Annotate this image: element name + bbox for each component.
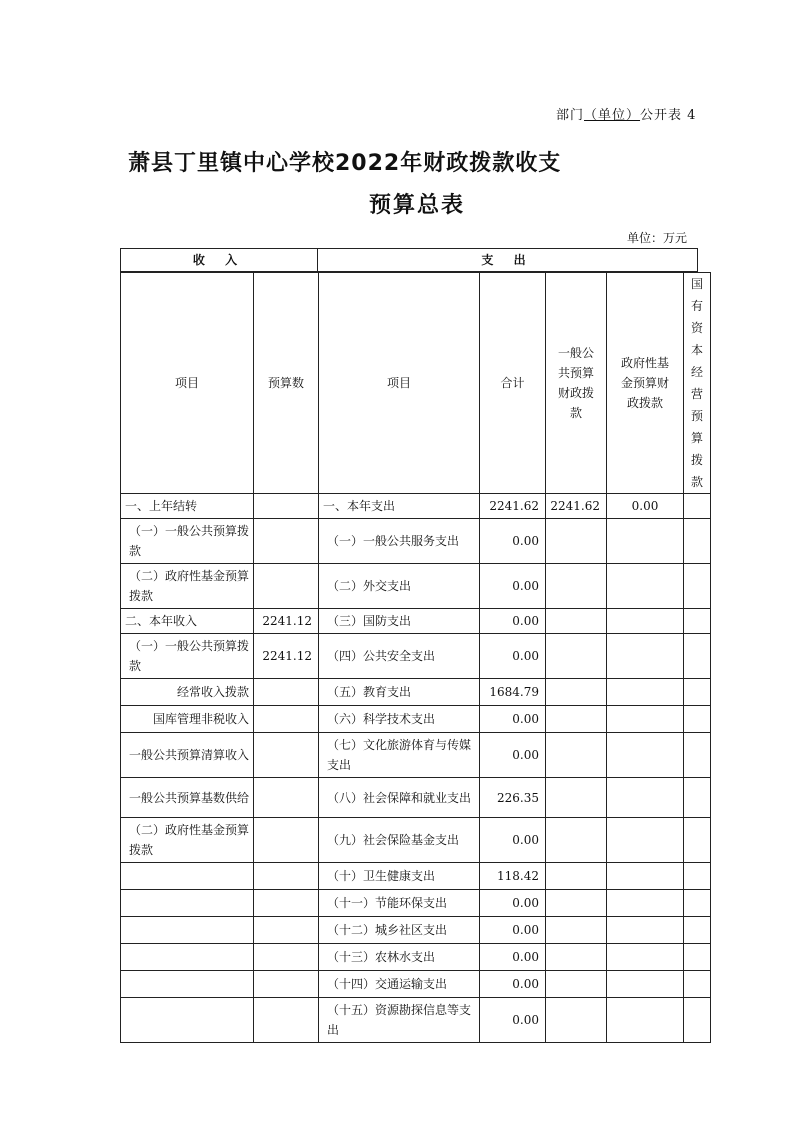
table-row xyxy=(121,778,711,818)
income-item-cell: 二、本年收入 xyxy=(121,609,254,634)
gov-fund-cell xyxy=(607,917,684,944)
table-row xyxy=(121,863,711,890)
state-capital-cell xyxy=(684,564,711,609)
col-header-gov-fund: 政府性基金预算财政拨款 xyxy=(620,356,669,410)
expense-item-cell: （二）外交支出 xyxy=(319,564,480,609)
col-header-state-capital: 国有资本经营预算拨款 xyxy=(691,277,704,489)
expense-total-cell: 118.42 xyxy=(480,863,546,890)
gov-fund-cell: 0.00 xyxy=(607,494,684,519)
expense-total-cell: 0.00 xyxy=(480,564,546,609)
income-item-cell: （二）政府性基金预算拨款 xyxy=(121,564,254,609)
gov-fund-cell xyxy=(607,733,684,778)
general-budget-cell xyxy=(546,679,607,706)
income-item-cell xyxy=(121,944,254,971)
table-row xyxy=(121,890,711,917)
income-item-cell xyxy=(121,971,254,998)
general-budget-cell xyxy=(546,917,607,944)
code-prefix: 部门 xyxy=(556,108,585,123)
income-budget-cell xyxy=(254,971,319,998)
general-budget-cell xyxy=(546,519,607,564)
income-item-cell: 国库管理非税收入 xyxy=(121,706,254,733)
income-budget-cell xyxy=(254,778,319,818)
expense-total-cell: 0.00 xyxy=(480,998,546,1043)
table-row xyxy=(121,818,711,863)
expense-total-cell: 0.00 xyxy=(480,818,546,863)
col-header-general: 一般公共预算财政拨款 xyxy=(557,346,594,420)
expense-total-cell: 0.00 xyxy=(480,944,546,971)
gov-fund-cell xyxy=(607,998,684,1043)
income-budget-cell xyxy=(254,706,319,733)
col-header-total: 合计 xyxy=(480,273,546,494)
table-row xyxy=(121,733,711,778)
code-unit: （单位） xyxy=(584,108,641,123)
expense-total-cell: 0.00 xyxy=(480,733,546,778)
expense-item-cell: （十五）资源勘探信息等支出 xyxy=(319,998,480,1043)
expense-total-cell: 0.00 xyxy=(480,971,546,998)
income-budget-cell xyxy=(254,519,319,564)
income-budget-cell xyxy=(254,917,319,944)
table-row xyxy=(121,706,711,733)
gov-fund-cell xyxy=(607,778,684,818)
general-budget-cell xyxy=(546,706,607,733)
general-budget-cell xyxy=(546,818,607,863)
state-capital-cell xyxy=(684,634,711,679)
state-capital-cell xyxy=(684,609,711,634)
expense-item-cell: （十二）城乡社区支出 xyxy=(319,917,480,944)
expense-item-cell: （七）文化旅游体育与传媒支出 xyxy=(319,733,480,778)
state-capital-cell xyxy=(684,863,711,890)
table-row xyxy=(121,609,711,634)
income-item-cell: 一般公共预算清算收入 xyxy=(121,733,254,778)
expense-total-cell: 0.00 xyxy=(480,917,546,944)
income-budget-cell xyxy=(254,679,319,706)
state-capital-cell xyxy=(684,706,711,733)
income-item-cell xyxy=(121,890,254,917)
general-budget-cell xyxy=(546,564,607,609)
table-row xyxy=(121,494,711,519)
gov-fund-cell xyxy=(607,944,684,971)
state-capital-cell xyxy=(684,519,711,564)
expense-total-cell: 0.00 xyxy=(480,890,546,917)
expense-item-cell: （十一）节能环保支出 xyxy=(319,890,480,917)
table-row xyxy=(121,998,711,1043)
expense-item-cell: 一、本年支出 xyxy=(319,494,480,519)
income-item-cell: （一）一般公共预算拨款 xyxy=(121,634,254,679)
expense-item-cell: （四）公共安全支出 xyxy=(319,634,480,679)
gov-fund-cell xyxy=(607,971,684,998)
gov-fund-cell xyxy=(607,863,684,890)
income-budget-cell: 2241.12 xyxy=(254,634,319,679)
col-header-budget: 预算数 xyxy=(254,273,319,494)
state-capital-cell xyxy=(684,494,711,519)
gov-fund-cell xyxy=(607,890,684,917)
expense-total-cell: 0.00 xyxy=(480,519,546,564)
income-budget-cell xyxy=(254,733,319,778)
gov-fund-cell xyxy=(607,519,684,564)
expense-item-cell: （十四）交通运输支出 xyxy=(319,971,480,998)
gov-fund-cell xyxy=(607,634,684,679)
general-budget-cell xyxy=(546,998,607,1043)
document-code xyxy=(556,104,696,123)
income-budget-cell xyxy=(254,944,319,971)
income-header: 收 入 xyxy=(120,248,318,272)
column-header-row xyxy=(121,273,711,494)
expense-total-cell: 2241.62 xyxy=(480,494,546,519)
expense-item-cell: （十三）农林水支出 xyxy=(319,944,480,971)
expense-item-cell: （五）教育支出 xyxy=(319,679,480,706)
unit-label: 单位：万元 xyxy=(627,231,688,245)
gov-fund-cell xyxy=(607,564,684,609)
income-item-cell xyxy=(121,917,254,944)
code-suffix: 公开表 4 xyxy=(640,108,697,123)
expense-header: 支 出 xyxy=(318,248,698,272)
expense-item-cell: （九）社会保险基金支出 xyxy=(319,818,480,863)
expense-item-cell: （八）社会保障和就业支出 xyxy=(319,778,480,818)
income-item-cell xyxy=(121,863,254,890)
expense-item-cell: （一）一般公共服务支出 xyxy=(319,519,480,564)
expense-total-cell: 226.35 xyxy=(480,778,546,818)
state-capital-cell xyxy=(684,890,711,917)
general-budget-cell xyxy=(546,863,607,890)
gov-fund-cell xyxy=(607,679,684,706)
income-item-cell xyxy=(121,998,254,1043)
state-capital-cell xyxy=(684,944,711,971)
income-budget-cell xyxy=(254,998,319,1043)
gov-fund-cell xyxy=(607,609,684,634)
expense-total-cell: 0.00 xyxy=(480,634,546,679)
income-item-cell: （二）政府性基金预算拨款 xyxy=(121,818,254,863)
income-budget-cell xyxy=(254,564,319,609)
general-budget-cell: 2241.62 xyxy=(546,494,607,519)
income-budget-cell xyxy=(254,890,319,917)
income-item-cell: （一）一般公共预算拨款 xyxy=(121,519,254,564)
general-budget-cell xyxy=(546,971,607,998)
income-budget-cell xyxy=(254,494,319,519)
table-row xyxy=(121,564,711,609)
table-row xyxy=(121,917,711,944)
expense-item-cell: （三）国防支出 xyxy=(319,609,480,634)
income-item-cell: 经常收入拨款 xyxy=(121,679,254,706)
table-row xyxy=(121,519,711,564)
gov-fund-cell xyxy=(607,818,684,863)
expense-total-cell: 0.00 xyxy=(480,609,546,634)
expense-item-cell: （六）科学技术支出 xyxy=(319,706,480,733)
state-capital-cell xyxy=(684,998,711,1043)
table-row xyxy=(121,944,711,971)
income-budget-cell xyxy=(254,863,319,890)
income-budget-cell xyxy=(254,818,319,863)
page-title-line2: 预算总表 xyxy=(369,193,466,218)
state-capital-cell xyxy=(684,778,711,818)
general-budget-cell xyxy=(546,944,607,971)
table-row xyxy=(121,679,711,706)
general-budget-cell xyxy=(546,890,607,917)
income-item-cell: 一般公共预算基数供给 xyxy=(121,778,254,818)
page-title-line1: 萧县丁里镇中心学校2022年财政拨款收支 xyxy=(128,151,562,176)
expense-total-cell: 1684.79 xyxy=(480,679,546,706)
general-budget-cell xyxy=(546,609,607,634)
general-budget-cell xyxy=(546,733,607,778)
gov-fund-cell xyxy=(607,706,684,733)
budget-table xyxy=(120,272,711,1043)
income-budget-cell: 2241.12 xyxy=(254,609,319,634)
table-row xyxy=(121,971,711,998)
state-capital-cell xyxy=(684,818,711,863)
general-budget-cell xyxy=(546,634,607,679)
income-item-cell: 一、上年结转 xyxy=(121,494,254,519)
state-capital-cell xyxy=(684,679,711,706)
expense-total-cell: 0.00 xyxy=(480,706,546,733)
state-capital-cell xyxy=(684,733,711,778)
state-capital-cell xyxy=(684,917,711,944)
expense-item-cell: （十）卫生健康支出 xyxy=(319,863,480,890)
table-row xyxy=(121,634,711,679)
col-header-expense-item: 项目 xyxy=(319,273,480,494)
col-header-income-item: 项目 xyxy=(121,273,254,494)
general-budget-cell xyxy=(546,778,607,818)
state-capital-cell xyxy=(684,971,711,998)
